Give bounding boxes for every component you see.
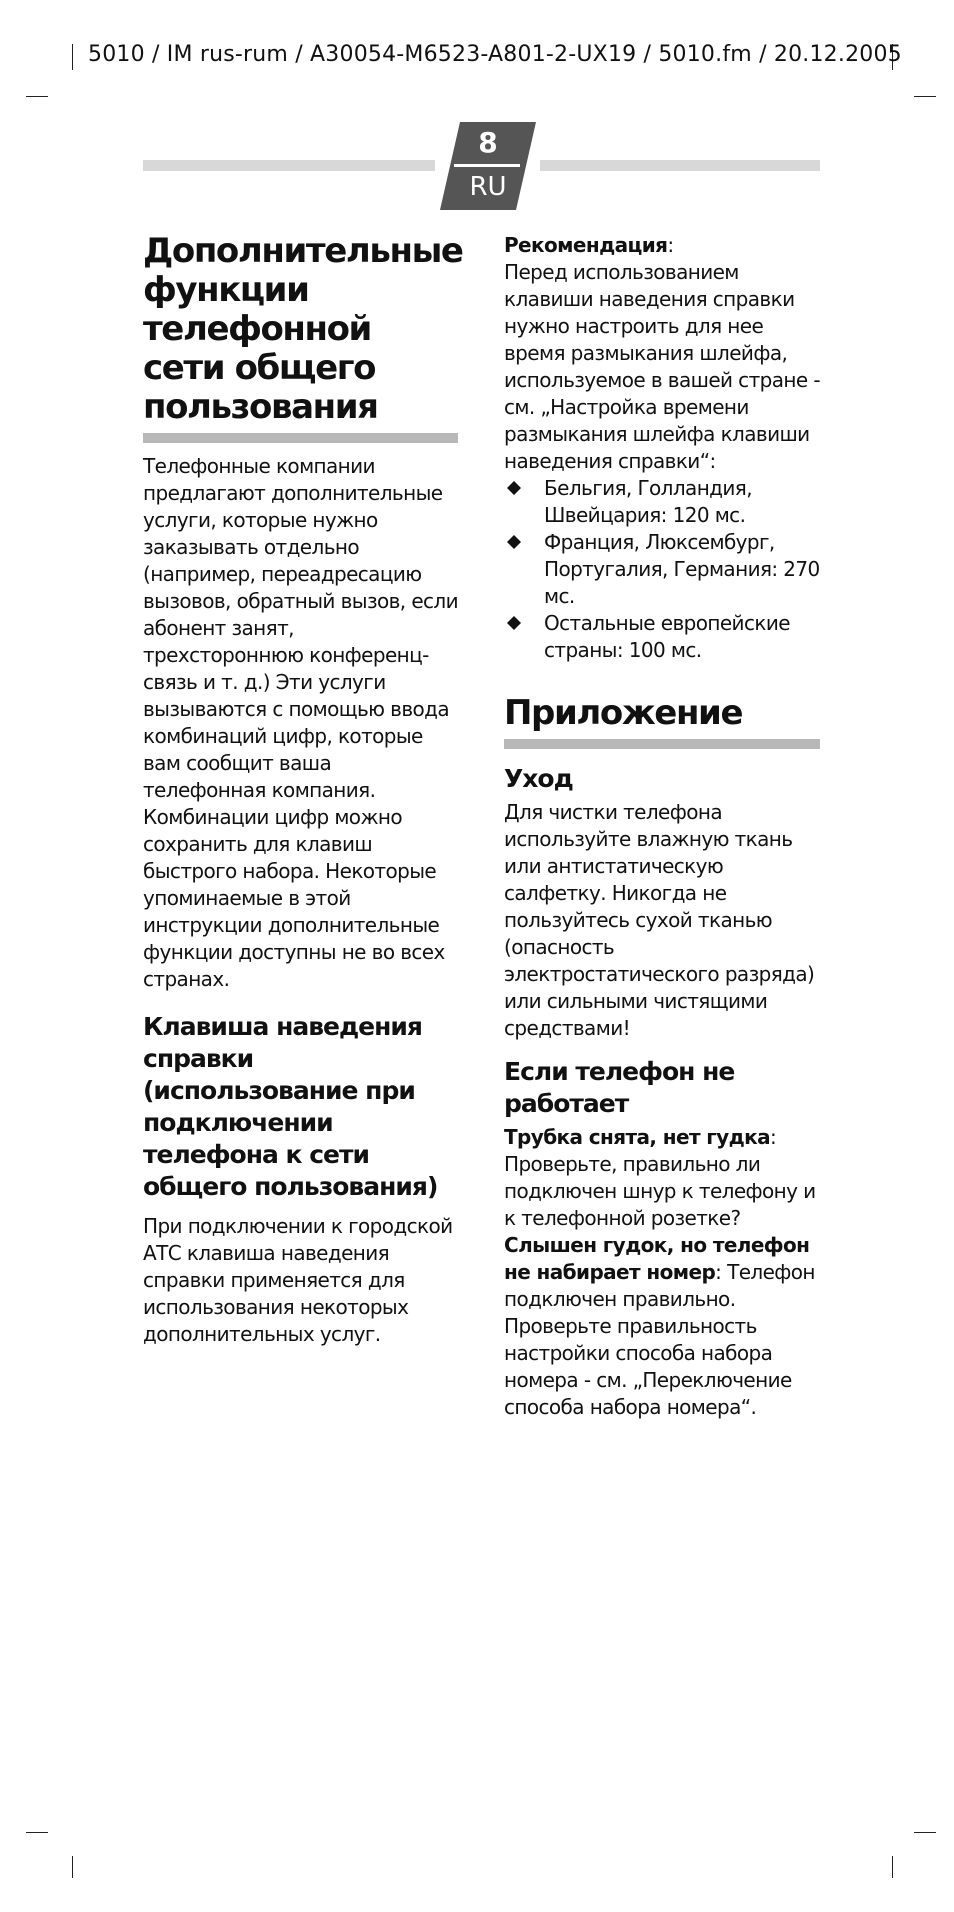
section-title-appendix: Приложение xyxy=(504,693,743,733)
fault-label: Слышен гудок, но телефон не набирает номер xyxy=(504,1233,810,1284)
fault-text: Проверьте, правильно ли подключен шнур к телефону и к телефонной розетке? xyxy=(504,1152,816,1230)
page-bar-left xyxy=(143,160,435,171)
page-bar-right xyxy=(540,160,820,171)
recommendation-colon: : xyxy=(667,233,674,257)
fault-text: Телефон подключен правильно. Проверьте правильность настройки способа набора номера - см. „Переключение способа набора номера“. xyxy=(504,1260,815,1419)
crop-mark xyxy=(72,1856,73,1878)
list-item-text: Бельгия, Голландия, Швейцария: 120 мс. xyxy=(544,476,752,527)
diamond-bullet-icon xyxy=(507,616,521,630)
recommendation-text: Перед использованием клавиши наведения справки нужно настроить для нее время размыкания шлейфа, используемое в вашей стране - см. „Настройка времени размыкания шлейфа клавиши наведения справки“: xyxy=(504,260,820,473)
crop-mark xyxy=(26,96,48,97)
page-badge xyxy=(440,122,536,210)
left-column xyxy=(143,231,463,1348)
recommendation-label: Рекомендация xyxy=(504,233,668,257)
page-number: 8 xyxy=(478,126,498,159)
diamond-bullet-icon xyxy=(507,535,521,549)
list-item xyxy=(504,529,820,610)
subtitle-care: Уход xyxy=(504,764,573,793)
document-header: 5010 / IM rus-rum / A30054-M6523-A801-2-UX19 / 5010.fm / 20.12.2005 xyxy=(88,42,902,67)
list-item-text: Франция, Люксембург, Португалия, Германия: 270 мс. xyxy=(544,530,820,608)
fault-label: Трубка снята, нет гудка xyxy=(504,1125,771,1149)
fault-no-dial-tone xyxy=(504,1124,820,1232)
crop-mark xyxy=(892,1856,893,1878)
list-item xyxy=(504,475,820,529)
diamond-bullet-icon xyxy=(507,481,521,495)
fault-no-dialing xyxy=(504,1232,820,1421)
crop-mark xyxy=(914,1832,936,1833)
section-rule xyxy=(504,739,820,749)
subtitle-troubleshooting: Если телефон не работает xyxy=(504,1057,735,1118)
right-column xyxy=(504,232,820,1421)
list-item xyxy=(504,610,820,664)
fault-colon: : xyxy=(715,1260,722,1284)
page-language: RU xyxy=(469,172,507,202)
crop-mark xyxy=(914,96,936,97)
list-item-text: Остальные европейские страны: 100 мс. xyxy=(544,611,790,662)
fault-colon: : xyxy=(770,1125,777,1149)
paragraph-recall-key: При подключении к городской АТС клавиша наведения справки применяется для использования некоторых дополнительных услуг. xyxy=(143,1214,453,1346)
subtitle-recall-key: Клавиша наведения справки (использование при подключении телефона к сети общего пользования) xyxy=(143,1012,438,1201)
paragraph-additional-services: Телефонные компании предлагают дополнительные услуги, которые нужно заказывать отдельно (например, переадресацию вызовов, обратный вызов, если абонент занят, трехстороннюю конференц-связь и т. д.) Эти услуги вызываются с помощью ввода комбинаций цифр, которые вам сообщит ваша телефонная компания. Комбинации цифр можно сохранить для клавиш быстрого набора. Некоторые упоминаемые в этой инструкции дополнительные функции доступны не во всех странах. xyxy=(143,454,459,991)
section-rule xyxy=(143,433,458,443)
crop-mark xyxy=(26,1832,48,1833)
section-title-additional-functions: Дополнительные функции телефонной сети общего пользования xyxy=(143,231,463,427)
crop-mark xyxy=(72,44,73,70)
recommendation-heading xyxy=(504,232,820,259)
country-list xyxy=(504,475,820,664)
paragraph-care: Для чистки телефона используйте влажную ткань или антистатическую салфетку. Никогда не пользуйтесь сухой тканью (опасность электростатического разряда) или сильными чистящими средствами! xyxy=(504,800,815,1040)
